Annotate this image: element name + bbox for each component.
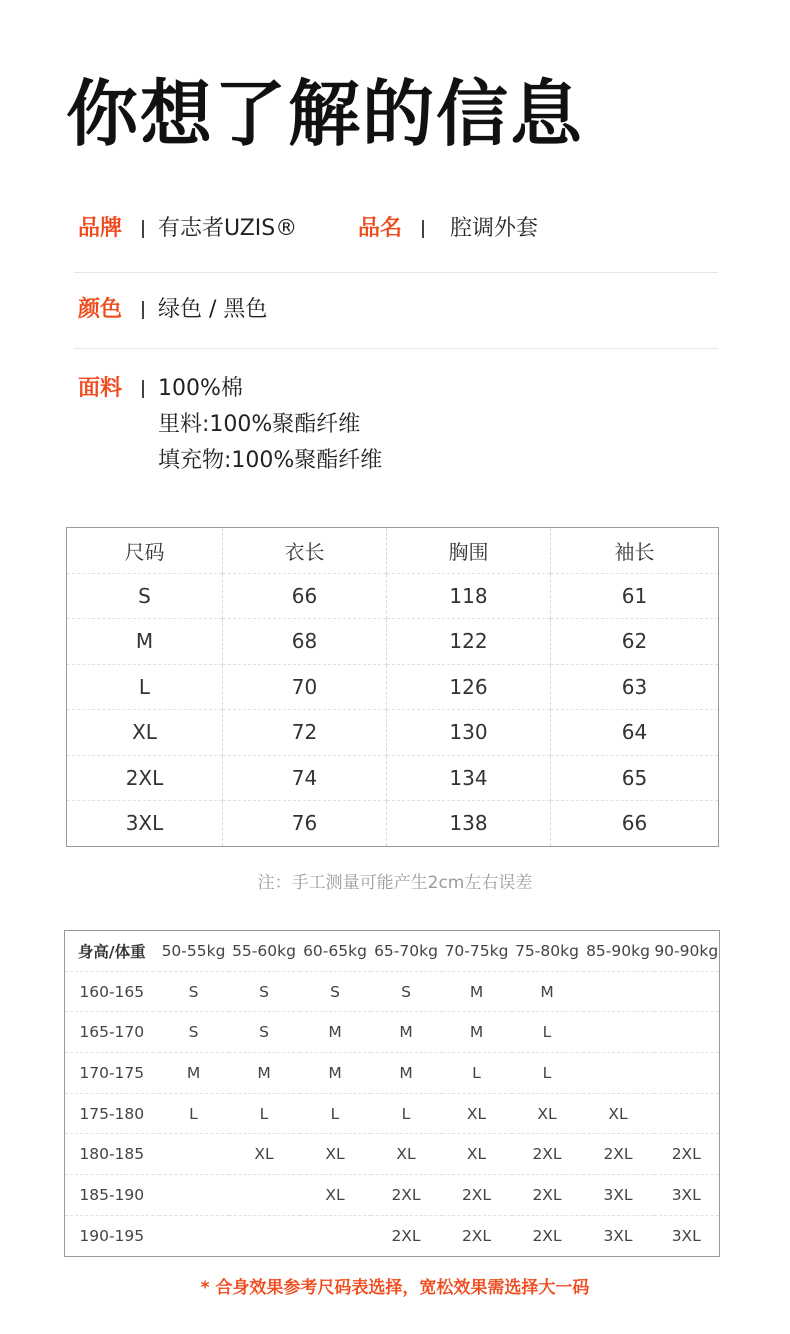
table-cell: M	[442, 971, 512, 1012]
divider	[74, 272, 718, 273]
table-cell	[654, 1053, 720, 1094]
size-table	[66, 527, 719, 847]
table-cell: L	[67, 664, 223, 710]
table-cell: 61	[551, 573, 719, 619]
table-header-cell: 袖长	[551, 528, 719, 574]
table-cell: 3XL	[654, 1175, 720, 1216]
table-cell: 2XL	[67, 755, 223, 801]
table-cell: 64	[551, 710, 719, 756]
table-cell: XL	[371, 1134, 442, 1175]
table-row	[67, 619, 719, 665]
table-cell	[229, 1215, 300, 1256]
table-cell: S	[159, 971, 229, 1012]
table-cell	[159, 1175, 229, 1216]
table-cell: 62	[551, 619, 719, 665]
table-cell: 175-180	[65, 1093, 159, 1134]
table-header-cell: 尺码	[124, 539, 165, 564]
table-cell: 68	[223, 619, 387, 665]
table-cell	[583, 971, 654, 1012]
table-cell	[654, 971, 720, 1012]
table-cell: L	[512, 1053, 583, 1094]
table-row	[65, 1175, 720, 1216]
table-row	[65, 1215, 720, 1256]
table-cell: M	[300, 1012, 371, 1053]
table-cell: XL	[67, 710, 223, 756]
measurement-note: 注：手工测量可能产生2cm左右误差	[257, 873, 533, 893]
table-cell: 2XL	[512, 1175, 583, 1216]
table-cell	[300, 1215, 371, 1256]
table-cell: 65	[551, 755, 719, 801]
fit-tip: * 合身效果参考尺码表选择，宽松效果需选择大一码	[200, 1278, 590, 1298]
table-cell: XL	[442, 1093, 512, 1134]
fabric-row	[78, 371, 382, 479]
table-cell: 138	[387, 801, 551, 847]
table-cell: 2XL	[583, 1134, 654, 1175]
table-cell: 66	[223, 573, 387, 619]
table-row	[67, 801, 719, 847]
table-cell: XL	[442, 1134, 512, 1175]
table-cell: XL	[300, 1175, 371, 1216]
table-cell: 2XL	[654, 1134, 720, 1175]
table-header-row	[65, 931, 720, 972]
table-cell: S	[229, 1012, 300, 1053]
table-row	[67, 573, 719, 619]
separator	[142, 380, 144, 398]
table-cell: 118	[387, 573, 551, 619]
table-header-cell: 胸围	[387, 528, 551, 574]
table-cell: 72	[223, 710, 387, 756]
table-cell: S	[371, 971, 442, 1012]
table-cell: 2XL	[512, 1215, 583, 1256]
table-header-cell: 65-70kg	[374, 941, 438, 960]
table-header-cell: 50-55kg	[161, 941, 226, 960]
table-cell	[159, 1215, 229, 1256]
table-cell: M	[300, 1053, 371, 1094]
table-cell: M	[159, 1053, 229, 1094]
product-name-value: 腔调外套	[450, 216, 539, 241]
table-cell: XL	[512, 1093, 583, 1134]
table-cell: 2XL	[512, 1134, 583, 1175]
table-header-cell: 85-90kg	[586, 941, 650, 960]
table-cell: M	[442, 1012, 512, 1053]
table-cell: S	[300, 971, 371, 1012]
table-cell: M	[67, 619, 223, 665]
brand-label: 品牌	[78, 216, 123, 241]
table-cell: 3XL	[583, 1175, 654, 1216]
table-cell: 130	[387, 710, 551, 756]
table-header-cell: 衣长	[223, 528, 387, 574]
separator	[142, 220, 144, 238]
table-header-cell: 75-80kg	[515, 941, 579, 960]
table-cell: XL	[229, 1134, 300, 1175]
table-cell: L	[512, 1012, 583, 1053]
table-cell: 134	[387, 755, 551, 801]
table-cell	[654, 1093, 720, 1134]
table-cell: 160-165	[65, 971, 159, 1012]
table-row	[67, 664, 719, 710]
fabric-value	[158, 371, 382, 479]
fabric-label: 面料	[78, 376, 123, 401]
table-cell: 70	[223, 664, 387, 710]
table-cell: 2XL	[371, 1175, 442, 1216]
separator	[142, 301, 144, 319]
table-row	[65, 1093, 720, 1134]
table-cell: 3XL	[654, 1215, 720, 1256]
table-cell	[159, 1134, 229, 1175]
table-cell	[583, 1012, 654, 1053]
fabric-line: 填充物:100%聚酯纤维	[158, 448, 383, 473]
table-cell: L	[442, 1053, 512, 1094]
brand-row	[78, 211, 297, 247]
table-cell: 63	[551, 664, 719, 710]
table-cell: 180-185	[65, 1134, 159, 1175]
table-cell: 66	[551, 801, 719, 847]
table-cell: 2XL	[442, 1175, 512, 1216]
table-cell	[229, 1175, 300, 1216]
color-label: 颜色	[78, 297, 123, 322]
table-cell: 3XL	[583, 1215, 654, 1256]
product-name-label: 品名	[358, 216, 403, 241]
table-cell: M	[371, 1012, 442, 1053]
table-cell: 190-195	[65, 1215, 159, 1256]
table-cell: L	[159, 1093, 229, 1134]
table-cell: M	[371, 1053, 442, 1094]
table-cell: 76	[223, 801, 387, 847]
table-header-cell: 90-90kg	[654, 941, 719, 960]
divider	[74, 348, 718, 349]
table-cell: S	[67, 573, 223, 619]
table-cell: M	[512, 971, 583, 1012]
table-cell: M	[229, 1053, 300, 1094]
brand-value: 有志者UZIS®	[158, 216, 298, 241]
page-title: 你想了解的信息	[66, 72, 585, 156]
table-cell: L	[371, 1093, 442, 1134]
table-cell: XL	[300, 1134, 371, 1175]
table-header-cell: 身高/体重	[77, 942, 146, 961]
table-row	[65, 1134, 720, 1175]
table-cell	[583, 1053, 654, 1094]
separator	[422, 220, 424, 238]
fabric-line: 里料:100%聚酯纤维	[158, 412, 361, 437]
table-row	[65, 971, 720, 1012]
table-cell	[654, 1012, 720, 1053]
table-row	[67, 755, 719, 801]
table-header-cell: 70-75kg	[444, 941, 509, 960]
product-name-row	[358, 211, 538, 247]
table-cell: 3XL	[67, 801, 223, 847]
table-header-cell: 60-65kg	[303, 941, 367, 960]
table-cell: S	[229, 971, 300, 1012]
table-cell: 126	[387, 664, 551, 710]
table-cell: S	[159, 1012, 229, 1053]
table-cell: 2XL	[442, 1215, 512, 1256]
fit-table	[64, 930, 720, 1257]
table-cell: 122	[387, 619, 551, 665]
table-cell: 170-175	[65, 1053, 159, 1094]
table-cell: 74	[223, 755, 387, 801]
color-value: 绿色 / 黑色	[158, 297, 268, 322]
table-row	[65, 1012, 720, 1053]
color-row	[78, 292, 267, 328]
table-header-row	[67, 528, 719, 574]
table-row	[67, 710, 719, 756]
table-cell: 185-190	[65, 1175, 159, 1216]
table-row	[65, 1053, 720, 1094]
fabric-line: 100%棉	[158, 376, 243, 401]
table-cell: 165-170	[65, 1012, 159, 1053]
table-cell: L	[229, 1093, 300, 1134]
table-cell: 2XL	[371, 1215, 442, 1256]
table-cell: XL	[583, 1093, 654, 1134]
table-cell: L	[300, 1093, 371, 1134]
table-header-cell: 55-60kg	[232, 941, 296, 960]
